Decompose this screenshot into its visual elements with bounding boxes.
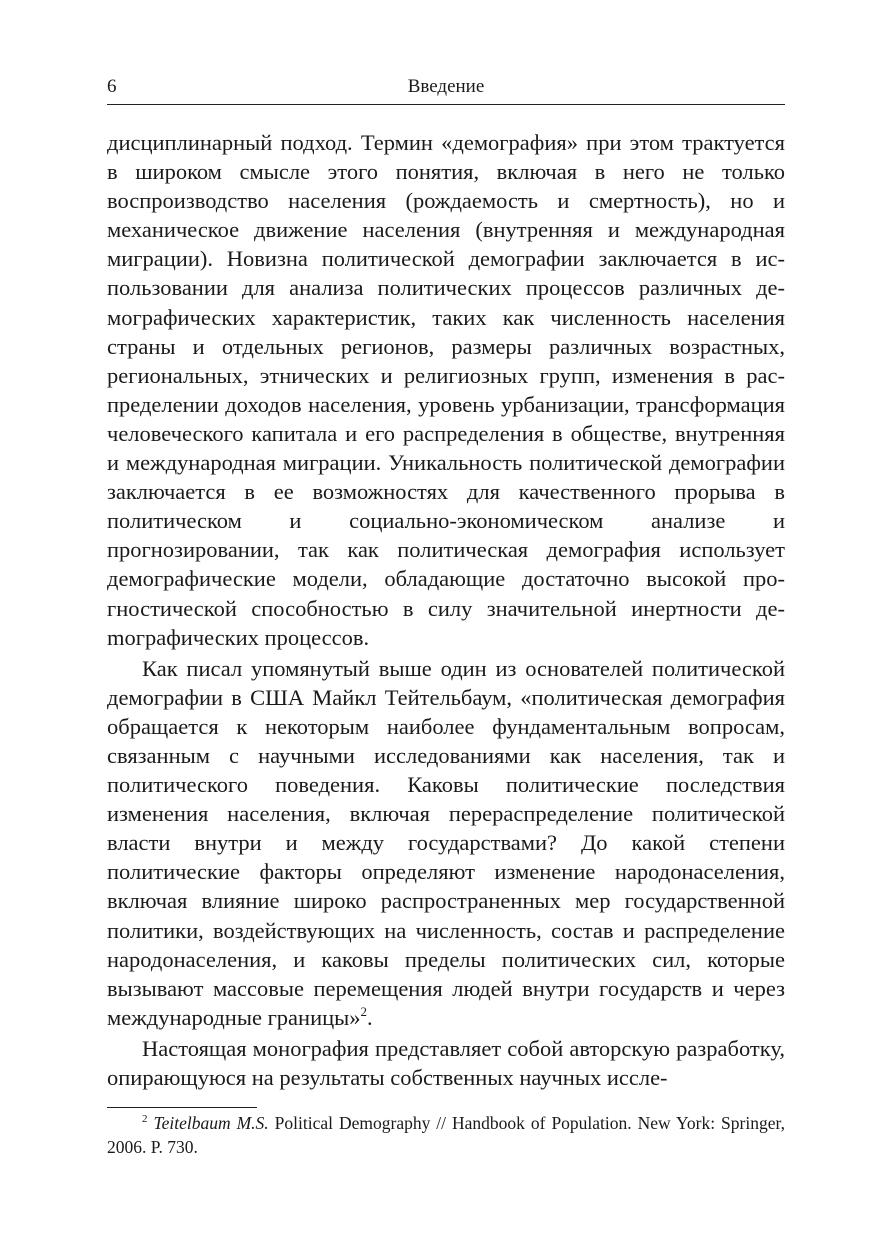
paragraph-2-end: . [367, 1004, 373, 1030]
main-text [107, 128, 785, 1092]
footnote-author: Teitelbaum M.S. [153, 1113, 269, 1133]
footnote-mark: 2 [142, 1113, 148, 1125]
paragraph-2 [107, 654, 785, 1032]
paragraph-2-text: Как писал упомянутый выше один из основателей политической демографии в США Майкл Тейтельбаум, «политическая демография обращается к некоторым наиболее фундаментальным вопросам, связанным с научными исследованиями как населения, так и политического поведения. Каковы политические последствия изменения населения, включая перераспределение политической власти внутри и между государствами? До какой степени политические факторы определяют изменение народонаселения, включая влияние широко распространенных мер государственной политики, воздействующих на численность, состав и распределение народонаселения, и каковы пределы политических сил, которые вызывают массовые перемещения людей внутри государств и через международные границы» [107, 655, 785, 1030]
running-title: Введение [407, 76, 485, 97]
footnote-text: Political Demography // Handbook of Population. New York: Springer, 2006. P. 730. [107, 1113, 786, 1157]
footnote-divider [107, 1107, 257, 1108]
footnote [107, 1111, 785, 1159]
footnote-reference: 2 [360, 1003, 368, 1019]
page-number: 6 [107, 76, 117, 97]
paragraph-3: Настоящая монография представляет собой авторскую разработку, опирающуюся на результаты собственных научных иссле- [107, 1035, 785, 1090]
paragraph-1: дисциплинарный подход. Термин «демография» при этом трактуется в широком смысле этого понятия, включая в него не только воспроизводство населения (рождаемость и смертность), но и механическое движение населения (внутренняя и международная миграции). Новизна политической демографии заключается в использовании для анализа политических процессов различных демографических характеристик, таких как численность населения страны и отдельных регионов, размеры различных возрастных, региональных, этнических и религиозных групп, изменения в распределении доходов населения, уровень урбанизации, трансформация человеческого капитала и его распределения в обществе, внутренняя и международная миграции. Уникальность политической демографии заключается в ее возможностях для качественного прорыва в политическом и социально-экономическом анализе и прогнозировании, так как политическая демография использует демографические модели, обладающие достаточно высокой прогностической способностью в силу значительной инертности деmографических процессов. [107, 130, 785, 650]
page-header [107, 76, 785, 105]
